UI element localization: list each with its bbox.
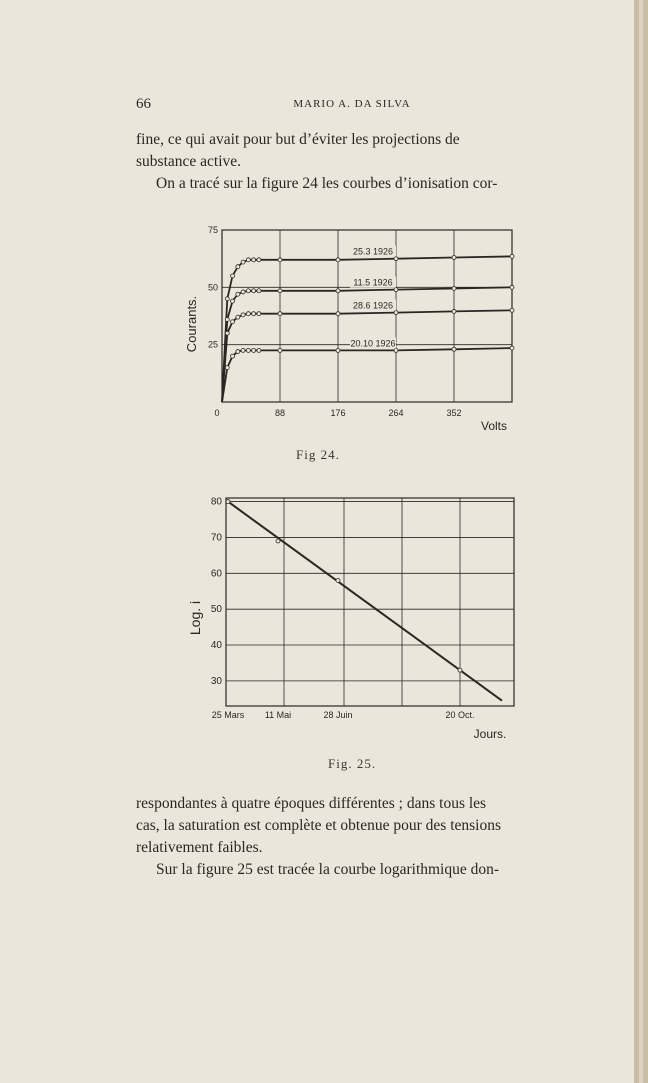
data-point (336, 578, 340, 582)
data-point (252, 348, 256, 352)
x-tick-label: 176 (330, 408, 346, 418)
data-point (231, 274, 235, 278)
data-point (336, 348, 340, 352)
x-tick-label: 352 (446, 408, 462, 418)
data-point (252, 312, 256, 316)
data-point (236, 265, 240, 269)
text-line: relativement faibles. (136, 839, 263, 856)
data-point (510, 285, 514, 289)
series-line (222, 348, 512, 402)
page-edge-highlight (639, 0, 643, 1083)
text-line: Sur la figure 25 est tracée la courbe logarithmique don- (156, 861, 500, 878)
data-point (241, 260, 245, 264)
series-label: 25.3 1926 (352, 246, 394, 257)
data-point (246, 348, 250, 352)
series-label: 28.6 1926 (352, 300, 394, 311)
data-point (231, 320, 235, 324)
series-label: 20.10 1926 (350, 338, 396, 349)
data-point (225, 366, 229, 370)
y-tick-label: 40 (210, 640, 222, 652)
data-point (510, 346, 514, 350)
data-point (241, 290, 245, 294)
x-tick-label: 28 Juin (323, 710, 353, 720)
data-point (236, 292, 240, 296)
data-point (257, 258, 261, 262)
data-point (452, 347, 456, 351)
y-tick-label: 50 (207, 282, 218, 293)
data-point (246, 312, 250, 316)
data-point (246, 258, 250, 262)
page-header (136, 96, 568, 116)
data-point (226, 500, 230, 504)
y-axis-label: Log. i (187, 600, 203, 636)
x-tick-label: 20 Oct. (445, 710, 475, 720)
data-point (231, 299, 235, 303)
y-tick-label: 30 (210, 675, 222, 687)
plot-frame (226, 498, 514, 706)
figure-24-chart (180, 222, 530, 437)
y-tick-label: 60 (210, 568, 222, 580)
series-label: 11.5 1926 (353, 277, 393, 288)
data-point (236, 315, 240, 319)
data-point (394, 311, 398, 315)
data-point (336, 258, 340, 262)
data-point (257, 289, 261, 293)
page-number: 66 (136, 96, 151, 112)
figure-24-caption: Fig 24. (296, 447, 340, 462)
y-tick-label: 80 (210, 496, 222, 508)
data-point (278, 312, 282, 316)
data-point (394, 257, 398, 261)
x-tick-label: 25 Mars (211, 710, 245, 720)
data-point (336, 289, 340, 293)
figure-25-caption: Fig. 25. (328, 756, 377, 771)
data-point (257, 312, 261, 316)
x-axis-label: Volts (480, 419, 508, 433)
data-point (225, 317, 229, 321)
data-point (458, 668, 462, 672)
x-tick-label: 264 (388, 408, 404, 418)
data-point (510, 254, 514, 258)
y-tick-label: 50 (210, 604, 222, 616)
data-point (236, 350, 240, 354)
data-point (252, 258, 256, 262)
data-point (278, 258, 282, 262)
x-tick-label: 88 (274, 408, 286, 418)
data-point (241, 313, 245, 317)
text-line: respondantes à quatre époques différentes ; dans tous les (136, 795, 487, 812)
y-tick-label: 75 (207, 225, 218, 235)
y-tick-label: 70 (210, 532, 222, 544)
data-point (225, 297, 229, 301)
data-point (278, 289, 282, 293)
y-tick-label: 25 (207, 339, 218, 350)
running-title: MARIO A. DA SILVA (293, 98, 411, 110)
y-axis-label: Courants. (184, 295, 199, 353)
data-point (252, 289, 256, 293)
series-line (222, 310, 512, 402)
data-point (336, 312, 340, 316)
x-tick-label: 0 (214, 408, 220, 418)
data-point (231, 354, 235, 358)
text-line: fine, ce qui avait pour but d’éviter les projections de (136, 131, 460, 148)
text-line: substance active. (136, 153, 242, 170)
data-point (394, 348, 398, 352)
data-point (257, 348, 261, 352)
text-line: On a tracé sur la figure 24 les courbes d’ionisation cor- (156, 175, 498, 192)
data-point (246, 289, 250, 293)
text-line: cas, la saturation est complète et obtenue pour des tensions (136, 817, 502, 834)
x-tick-label: 11 Mai (264, 710, 292, 720)
figure-25-chart (180, 488, 530, 748)
data-point (394, 288, 398, 292)
data-point (452, 309, 456, 313)
data-point (452, 286, 456, 290)
x-axis-label: Jours. (473, 727, 507, 741)
data-point (241, 348, 245, 352)
data-point (452, 256, 456, 260)
data-point (510, 308, 514, 312)
data-point (276, 539, 280, 543)
data-point (225, 331, 229, 335)
data-point (278, 348, 282, 352)
